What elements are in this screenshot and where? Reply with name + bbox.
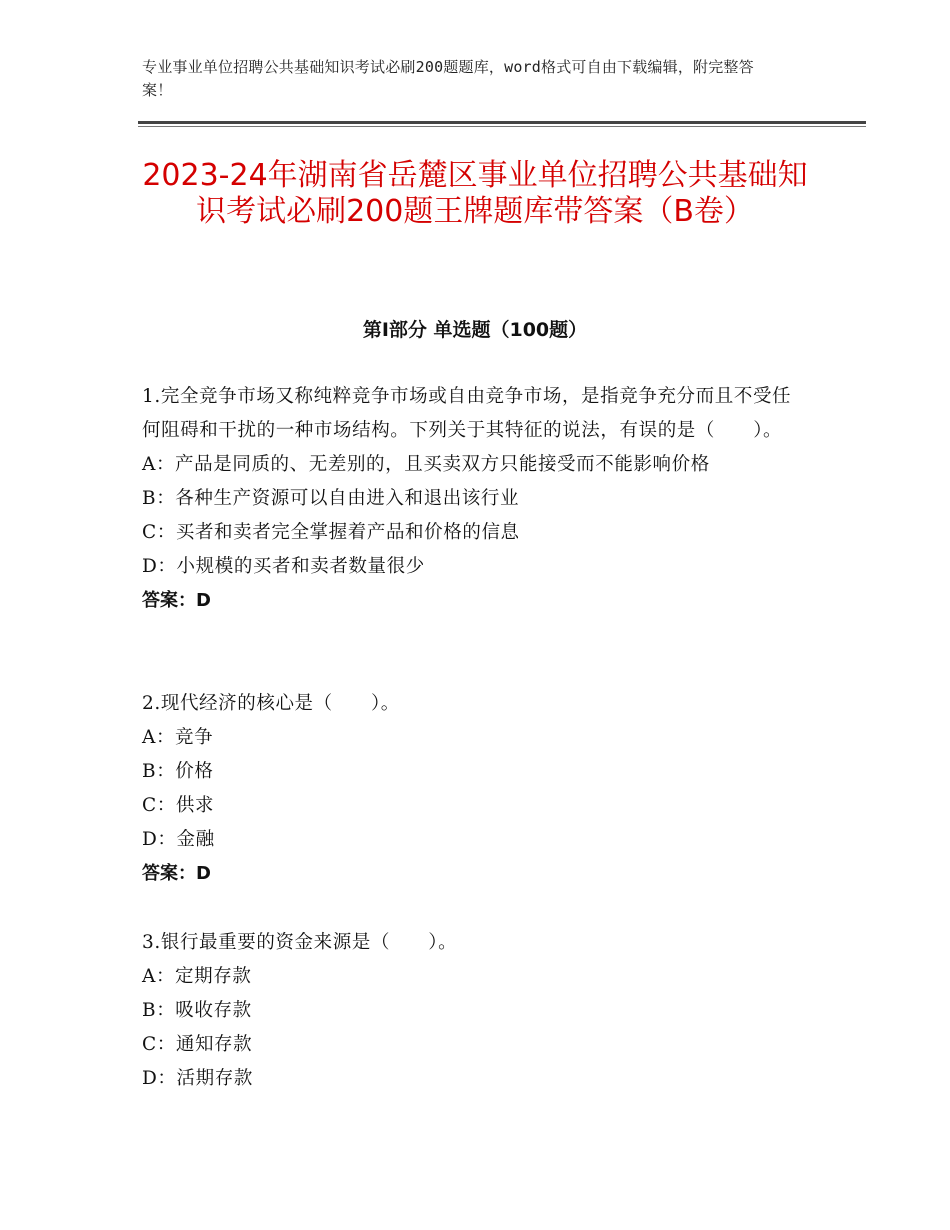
question-stem: 3.银行最重要的资金来源是（ ）。 — [142, 932, 458, 953]
option-c: C：供求 — [142, 795, 215, 816]
option-a: A：产品是同质的、无差别的，且买卖双方只能接受而不能影响价格 — [142, 454, 710, 475]
question-3 — [142, 926, 802, 1096]
question-2 — [142, 687, 802, 891]
header-rule-thick — [138, 121, 866, 124]
question-1 — [142, 380, 802, 618]
section-heading: 第Ⅰ部分 单选题（100题） — [362, 319, 588, 341]
option-b: B：吸收存款 — [142, 1000, 252, 1021]
question-stem: 1.完全竞争市场又称纯粹竞争市场或自由竞争市场，是指竞争充分而且不受任何阻碍和干扰的一种市场结构。下列关于其特征的说法，有误的是（ ）。 — [142, 386, 792, 441]
answer-line: 答案：D — [142, 863, 211, 884]
question-stem: 2.现代经济的核心是（ ）。 — [142, 693, 400, 714]
option-d: D：小规模的买者和卖者数量很少 — [142, 556, 425, 577]
option-a: A：定期存款 — [142, 966, 252, 987]
option-b: B：价格 — [142, 761, 214, 782]
option-b: B：各种生产资源可以自由进入和退出该行业 — [142, 488, 520, 509]
option-c: C：买者和卖者完全掌握着产品和价格的信息 — [142, 522, 520, 543]
option-d: D：金融 — [142, 829, 215, 850]
document-title: 2023-24年湖南省岳麓区事业单位招聘公共基础知识考试必刷200题王牌题库带答案（B卷） — [142, 158, 808, 229]
option-d: D：活期存款 — [142, 1068, 253, 1089]
option-c: C：通知存款 — [142, 1034, 253, 1055]
header-rule-thin — [138, 126, 866, 127]
answer-line: 答案：D — [142, 590, 211, 611]
option-a: A：竞争 — [142, 727, 214, 748]
header-note: 专业事业单位招聘公共基础知识考试必刷200题题库，word格式可自由下载编辑，附完整答案！ — [142, 58, 754, 99]
